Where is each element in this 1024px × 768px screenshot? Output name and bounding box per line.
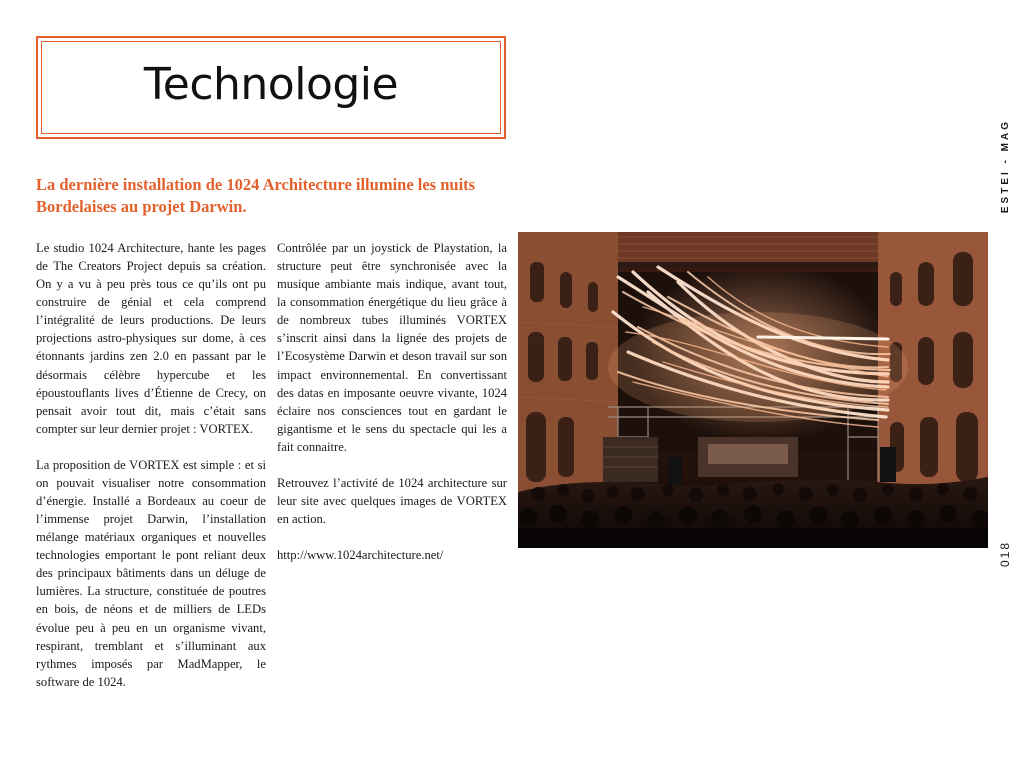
title-frame [36,36,506,139]
page-title: Technologie [143,58,399,110]
column-2-paragraph-1: Contrôlée par un joystick de Playstation, la structure peut être synchronisée avec la musique ambiante mais indique, avant tout, la consommation énergétique du lieu grâce à de nombreux tubes illuminés VORTEX s’inscrit ainsi dans la lignée des projets de l’Ecosystème Darwin et deson travail sur son impact environnemental. En convertissant des datas en imposante oeuvre vivante, 1024 éclaire nos consciences tout en gardant le gigantisme et le sens du spectacle qui les a fait connaitre. [277,241,507,454]
column-1-paragraph-2: La proposition de VORTEX est simple : et si on pouvait visualiser notre consommation d’énergie. Installé a Bordeaux au coeur de l’immense projet Darwin, l’installation mélange matériaux organiques et nouvelles technologies emportant le pont reliant deux des principaux bâtiments dans un déluge de lumières. La structure, constituée de poutres en bois, de néons et de milliers de LEDs évolue peu à peu en un organisme vivant, respirant, tremblant et s’illuminant aux rythmes imposés par MadMapper, le software de 1024. [36,457,266,689]
article-lead: La dernière installation de 1024 Architecture illumine les nuits Bordelaises au projet Darwin. [36,175,476,216]
column-1-paragraph-1: Le studio 1024 Architecture, hante les pages de The Creators Project depuis sa création. On y a vu à peu près tous ce qu’ils ont pu construire de génial et cela comprend l’intégralité de leurs productions. De leurs projections astro-physiques sur dome, à ces étonnants jardins zen 2.0 en passant par le désormais célèbre hypercube et les époustouflants lives d’Étienne de Crecy, on pensait avoir tout dit, mais c’était sans compter sur leur dernier projet : VORTEX. [36,241,266,436]
title-frame-inner [41,41,501,134]
magazine-name: ESTEI - MAG [1000,119,1011,214]
website-link[interactable]: http://www.1024architecture.net/ [277,548,444,563]
article-column-1 [36,239,266,709]
page-number: 018 [998,541,1012,568]
article-column-2 [277,239,507,582]
vortex-installation-photo [518,232,988,548]
column-2-paragraph-2: Retrouvez l’activité de 1024 architecture sur leur site avec quelques images de VORTEX en action. [277,475,507,527]
